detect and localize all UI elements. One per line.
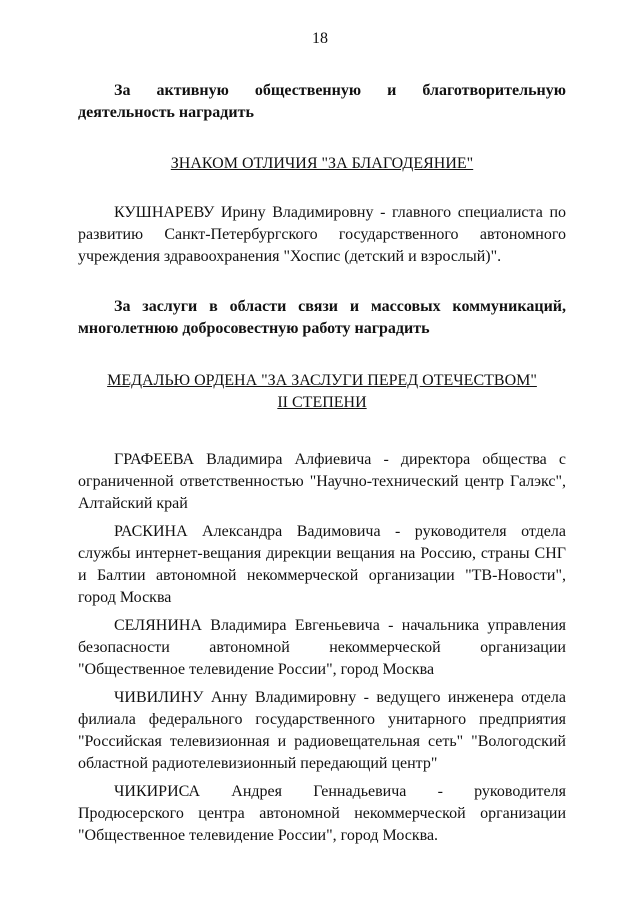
section2-award-title-line2: II СТЕПЕНИ [277,394,367,411]
recipient-paragraph: ЧИКИРИСА Андрея Геннадьевича - руководителя Продюсерского центра автономной некоммерческой организации "Общественное телевидение России", город Москва. [78,783,566,844]
recipient-paragraph: РАСКИНА Александра Вадимовича - руководителя отдела службы интернет-вещания дирекции вещания на Россию, страны СНГ и Балтии автономной некоммерческой организации "ТВ-Новости", город Москва [78,523,566,606]
recipient-paragraph: СЕЛЯНИНА Владимира Евгеньевича - начальника управления безопасности автономной некоммерческой организации "Общественное телевидение России", город Москва [78,617,566,678]
section2-award-title-line1: МЕДАЛЬЮ ОРДЕНА "ЗА ЗАСЛУГИ ПЕРЕД ОТЕЧЕСТВОМ" [107,372,537,389]
page-number: 18 [312,30,328,47]
section2-intro: За заслуги в области связи и массовых коммуникаций, многолетнюю добросовестную работу наградить [78,298,566,337]
recipient-paragraph: ГРАФЕЕВА Владимира Алфиевича - директора общества с ограниченной ответственностью "Научно-технический центр Галэкс", Алтайский край [78,451,566,512]
section1-intro: За активную общественную и благотворительную деятельность наградить [78,82,566,121]
recipient-paragraph: КУШНАРЕВУ Ирину Владимировну - главного специалиста по развитию Санкт-Петербургского государственного автономного учреждения здравоохранения "Хоспис (детский и взрослый)". [78,204,566,265]
section2-award-title [78,370,566,414]
document-body [78,80,566,847]
section1-award-title: ЗНАКОМ ОТЛИЧИЯ "ЗА БЛАГОДЕЯНИЕ" [170,155,474,172]
recipient-paragraph: ЧИВИЛИНУ Анну Владимировну - ведущего инженера отдела филиала федерального государственного унитарного предприятия "Российская телевизионная и радиовещательная сеть" "Вологодский областной радиотелевизионный передающий центр" [78,689,566,772]
